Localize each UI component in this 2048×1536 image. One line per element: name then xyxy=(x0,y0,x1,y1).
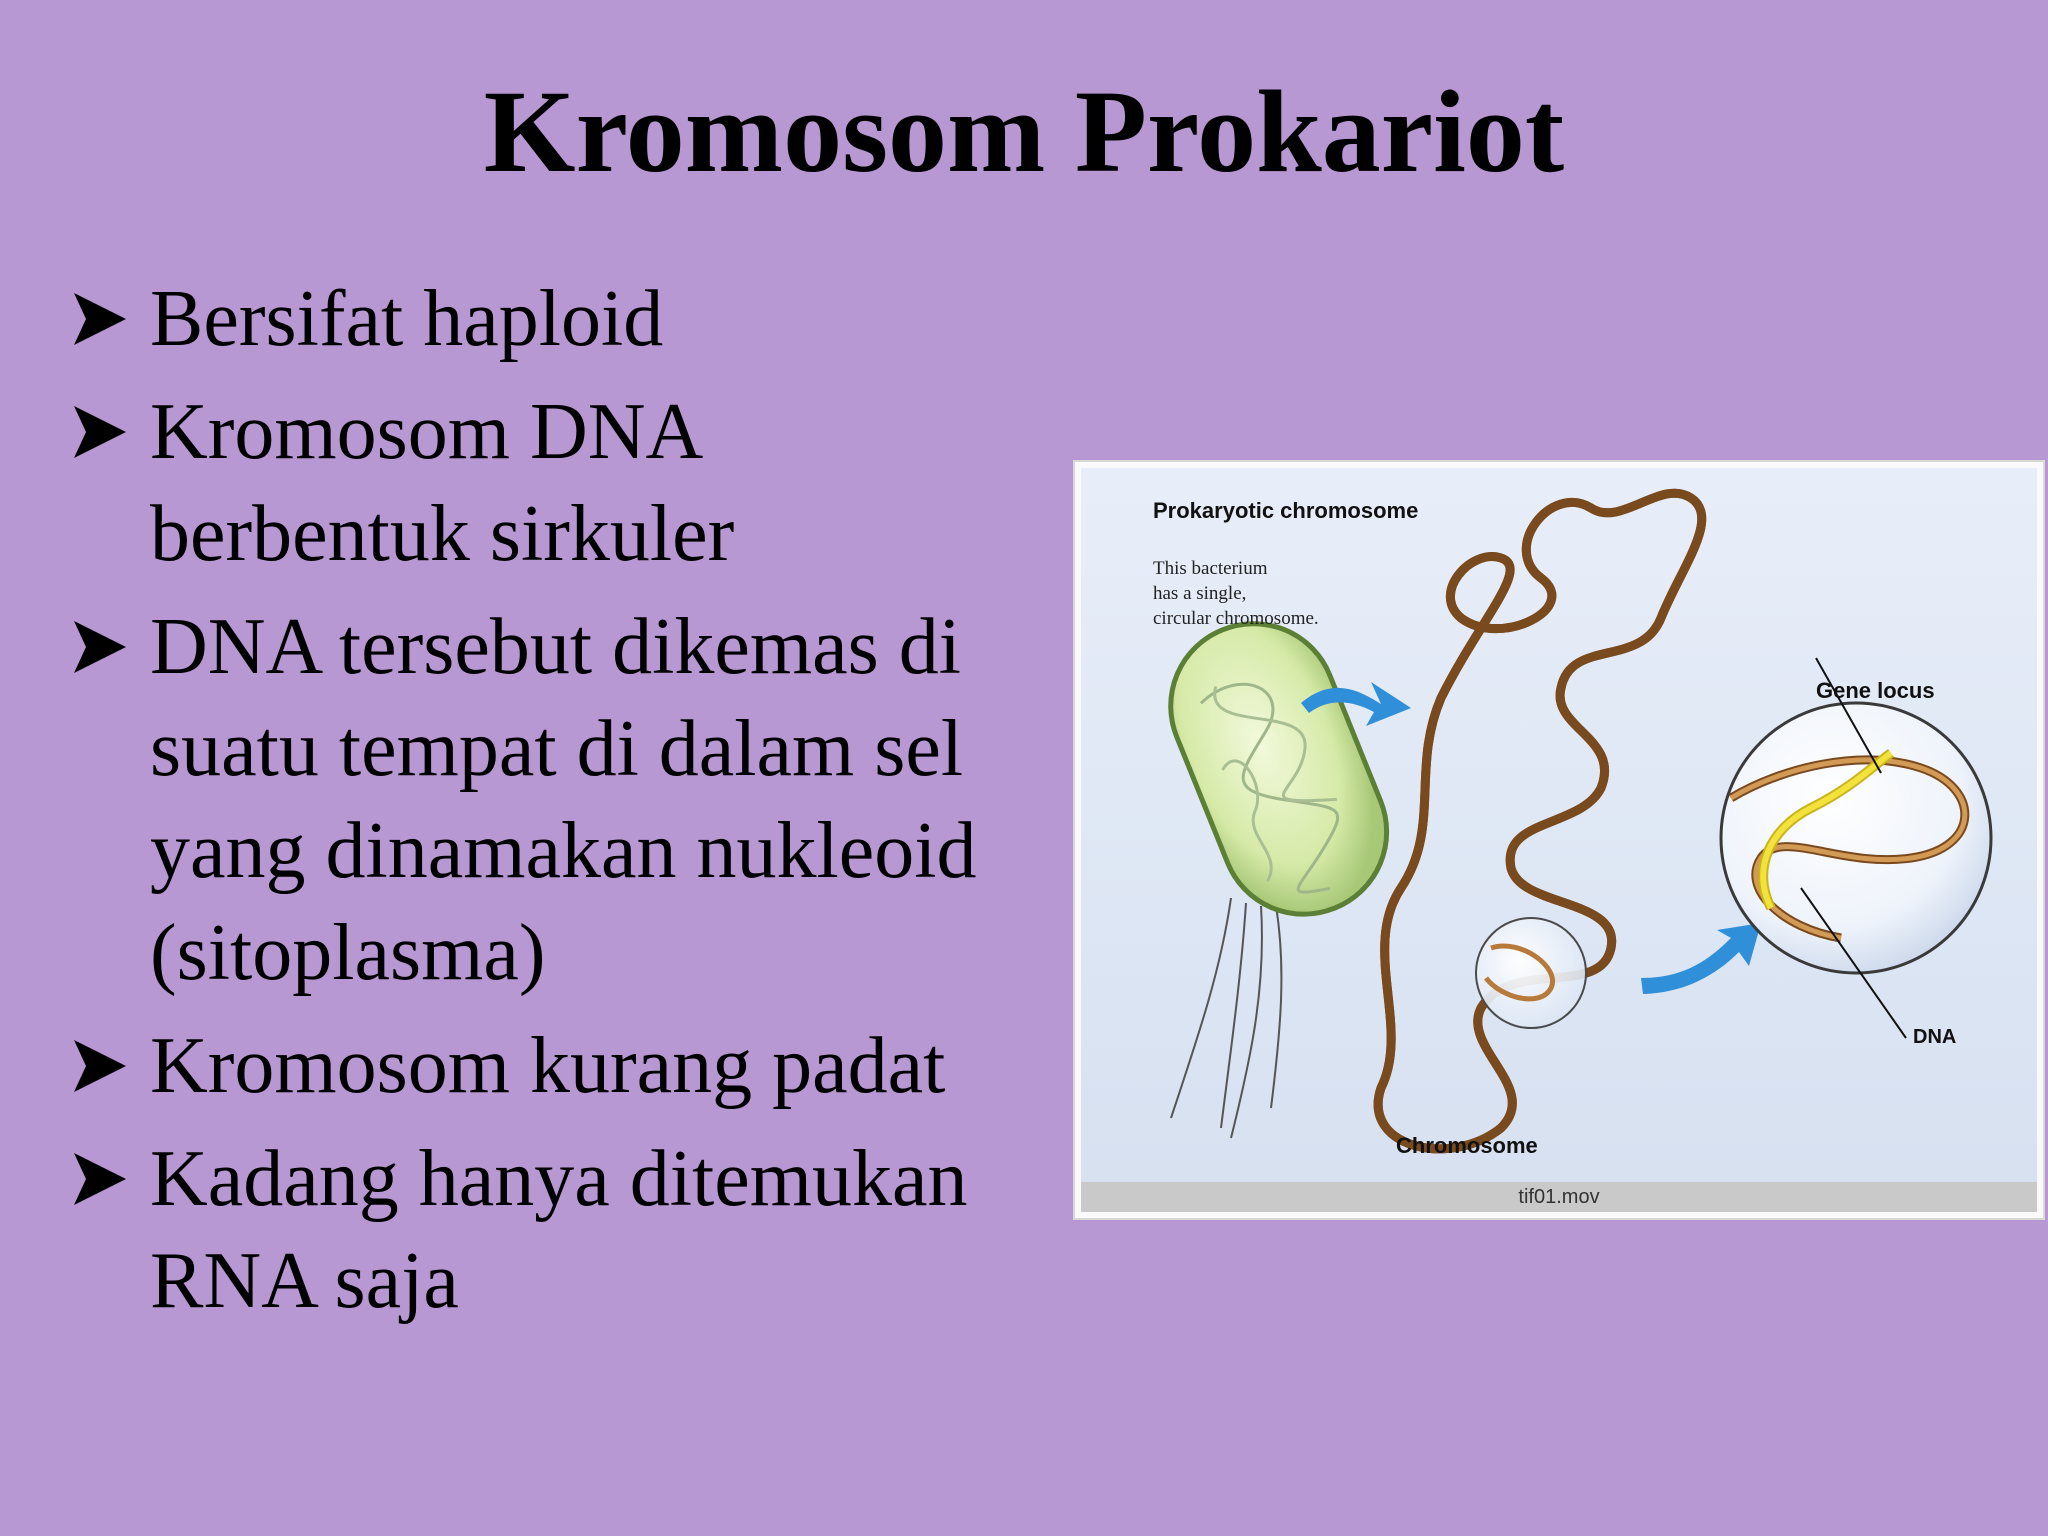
bullet-line: (sitoplasma) xyxy=(150,909,546,997)
bullet-list xyxy=(72,268,1062,1343)
dna-label: DNA xyxy=(1913,1026,1957,1048)
bullet-line: suatu tempat di dalam sel xyxy=(150,705,964,793)
caption-line: This bacterium xyxy=(1153,558,1268,579)
arrow-bullet-icon xyxy=(72,381,150,483)
chromosome-label: Chromosome xyxy=(1396,1133,1538,1158)
figure-canvas xyxy=(1081,468,2037,1212)
zoom-circle xyxy=(1721,703,1991,973)
figure-caption xyxy=(1153,556,1319,631)
arrow-bullet-icon xyxy=(72,1015,150,1117)
bullet-line: Kadang hanya ditemukan xyxy=(150,1135,968,1223)
video-filename: tif01.mov xyxy=(1081,1182,2037,1212)
bullet-item xyxy=(72,268,1062,370)
bullet-line: Kromosom DNA xyxy=(150,388,704,476)
bullet-line: Bersifat haploid xyxy=(150,275,664,363)
chromosome-detail-circle xyxy=(1476,918,1586,1028)
bullet-line: DNA tersebut dikemas di xyxy=(150,603,961,691)
caption-line: circular chromosome. xyxy=(1153,608,1319,629)
arrow-bullet-icon xyxy=(72,596,150,698)
flagella xyxy=(1171,898,1281,1138)
bullet-line: Kromosom kurang padat xyxy=(150,1022,946,1110)
bullet-line: RNA saja xyxy=(150,1237,459,1325)
caption-line: has a single, xyxy=(1153,583,1247,604)
gene-locus-label: Gene locus xyxy=(1816,678,1935,703)
prokaryotic-chromosome-figure xyxy=(1073,460,2045,1220)
arrow-bullet-icon xyxy=(72,1128,150,1230)
bullet-item xyxy=(72,381,1062,585)
bullet-line: berbentuk sirkuler xyxy=(150,490,735,578)
bullet-item xyxy=(72,596,1062,1004)
figure-heading: Prokaryotic chromosome xyxy=(1153,498,1419,523)
bacterium-icon xyxy=(1146,599,1411,939)
bullet-item xyxy=(72,1015,1062,1117)
slide-title: Kromosom Prokariot xyxy=(483,66,1565,197)
bullet-line: yang dinamakan nukleoid xyxy=(150,807,977,895)
circular-chromosome xyxy=(1378,493,1702,1149)
arrow-to-zoom-icon xyxy=(1641,923,1761,994)
bullet-item xyxy=(72,1128,1062,1332)
arrow-bullet-icon xyxy=(72,268,150,370)
